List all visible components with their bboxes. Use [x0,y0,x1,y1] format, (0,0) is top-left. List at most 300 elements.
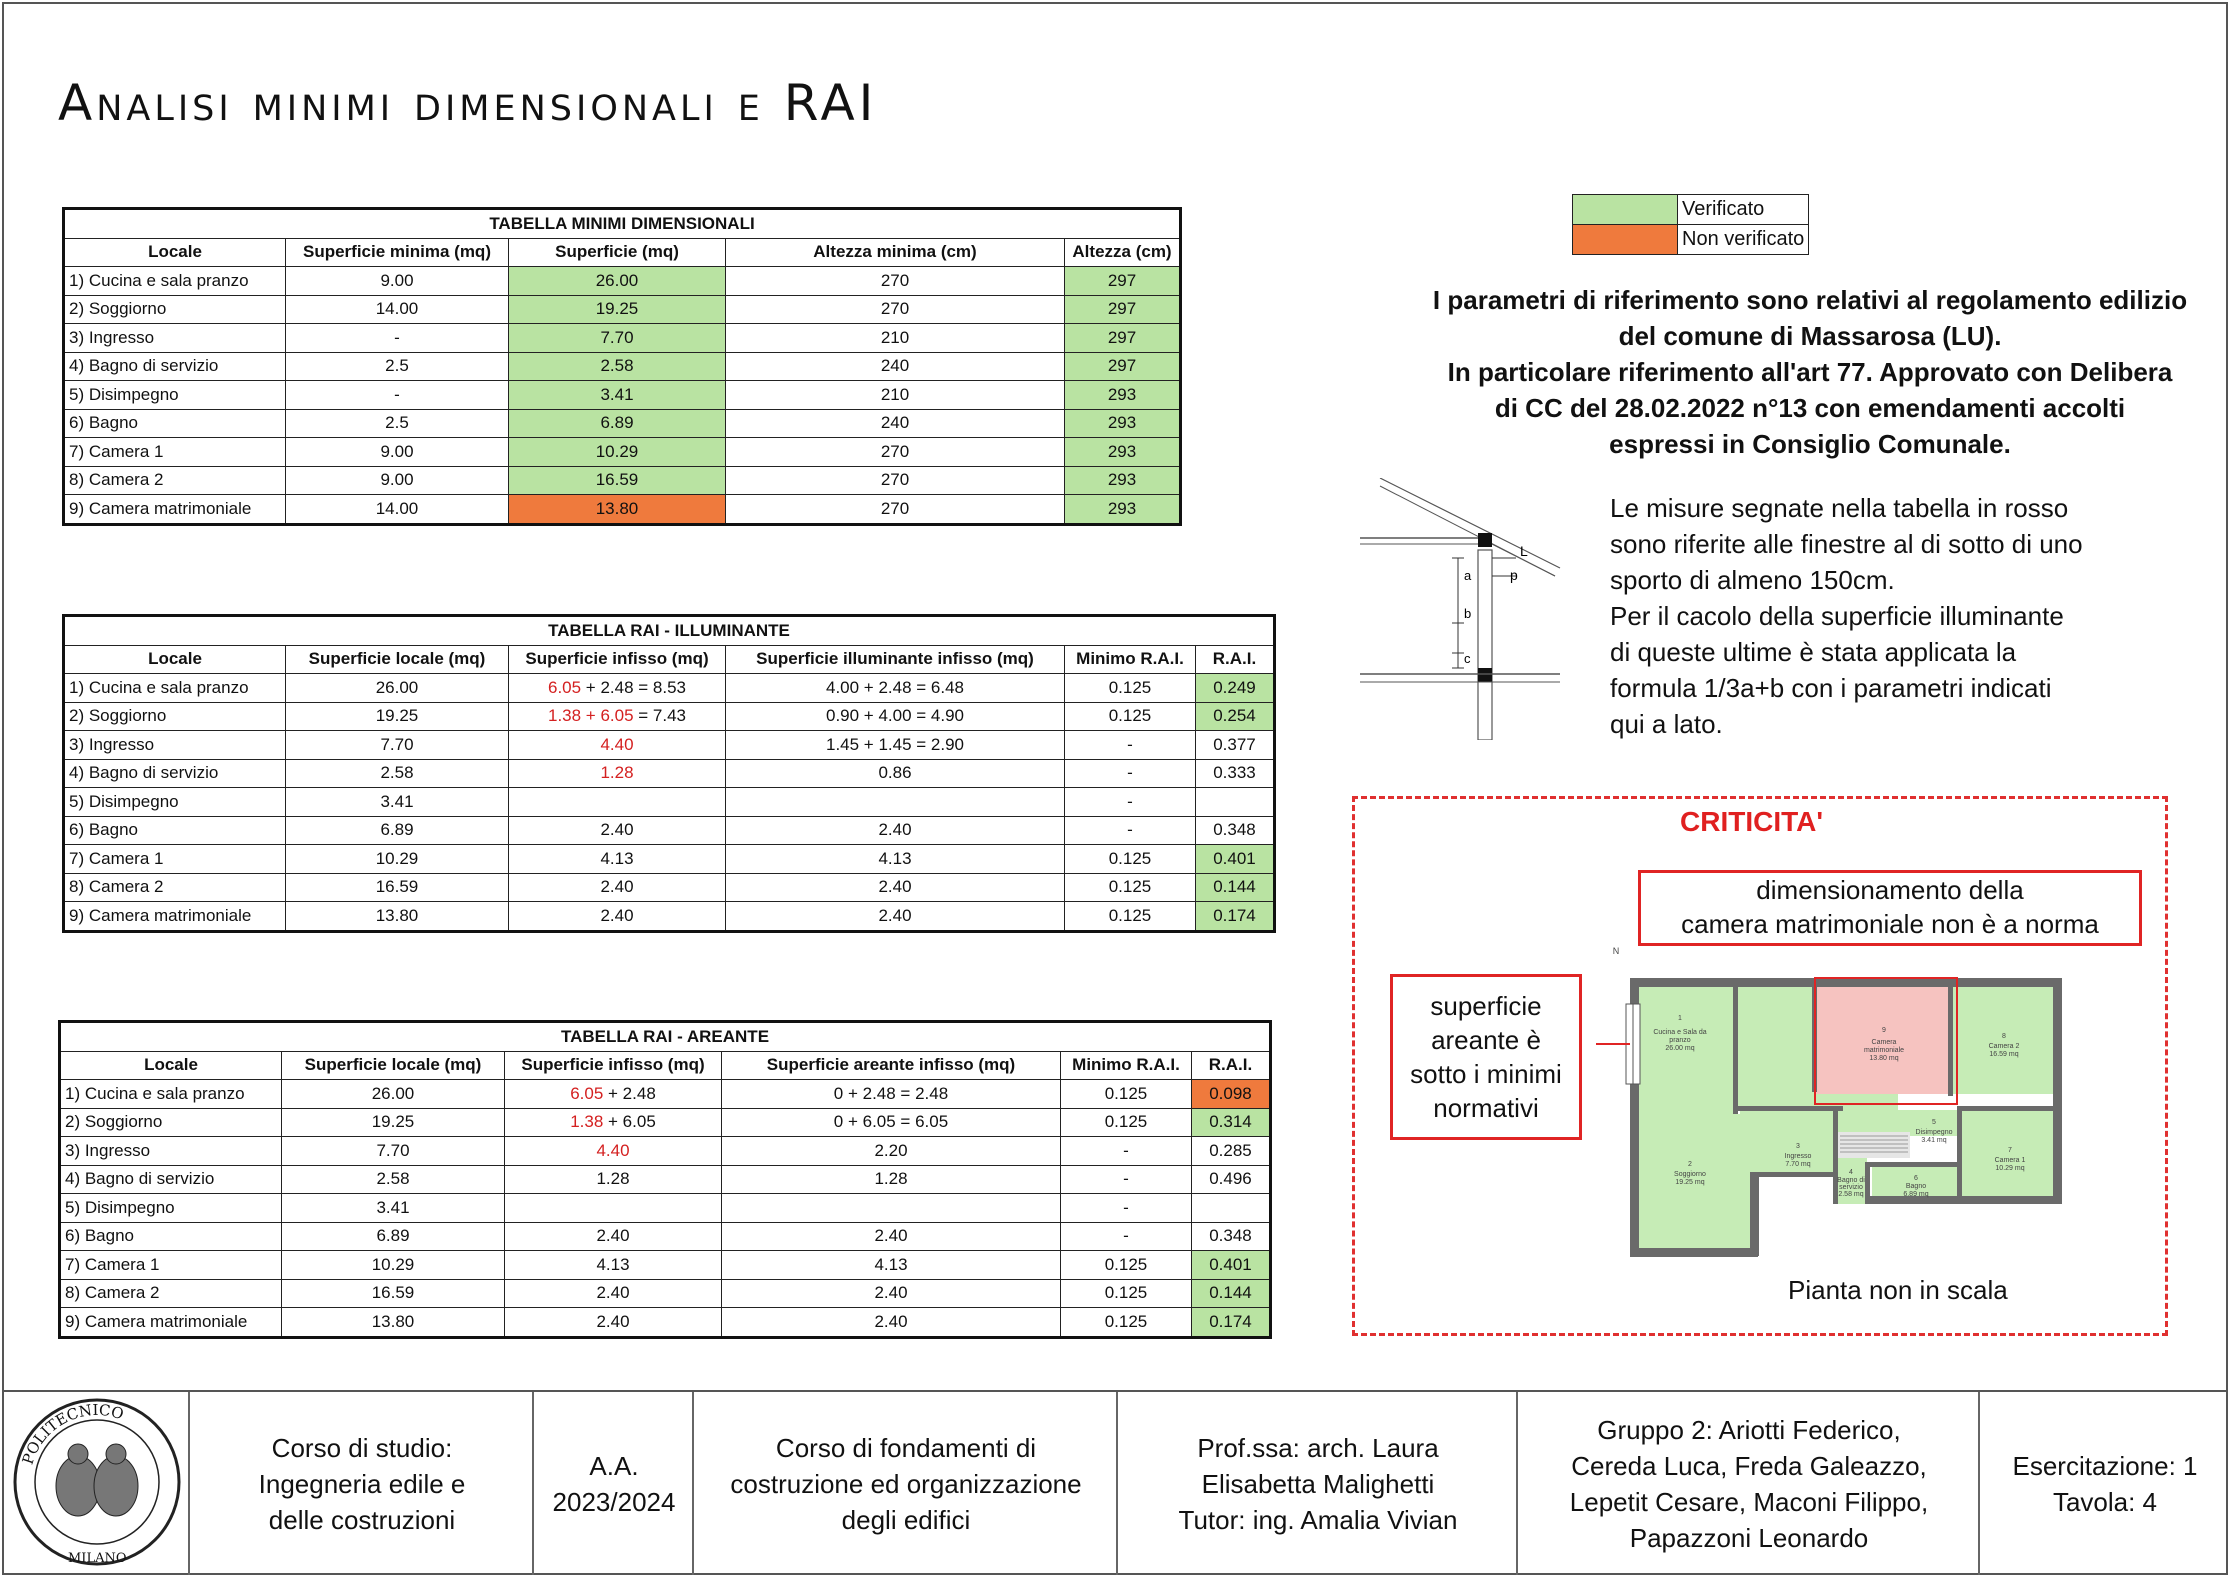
cell-locale: 5) Disimpegno [64,381,286,410]
cell-value: - [286,381,509,410]
cell-part: 1.38 + 6.05 [547,706,634,726]
cell-infisso [505,1080,722,1109]
cell-rai: 0.144 [1192,1279,1271,1308]
cell-rai: 0.496 [1192,1165,1271,1194]
cell-value: 13.80 [286,902,509,932]
cell-value: 7.70 [282,1137,505,1166]
cell-infisso [509,788,726,817]
cell-part: 1.38 [570,1112,604,1132]
col-header: Locale [60,1051,282,1080]
footer-line: delle costruzioni [268,1504,456,1535]
cell-value: 6.89 [282,1222,505,1251]
table-row [64,674,1275,703]
cell-value: 2.40 [722,1308,1061,1338]
footer-line: Tutor: ing. Amalia Vivian [1178,1504,1458,1535]
cell-value: 16.59 [286,873,509,902]
room-num: 5 [1932,1119,1936,1126]
table-row [64,324,1181,353]
legend-swatch-ko [1573,225,1678,255]
cell-value: 210 [726,324,1065,353]
cell-value: 19.25 [286,702,509,731]
table-row [64,845,1275,874]
cell-value: 0.125 [1065,902,1196,932]
cell-rai [1192,1194,1271,1223]
footer-docenti [1116,1392,1518,1575]
room-num: 9 [1882,1027,1886,1034]
cell-superficie: 19.25 [509,295,726,324]
table-row [64,873,1275,902]
table-row [60,1165,1271,1194]
cell-locale: 6) Bagno [64,409,286,438]
seal-text-bottom: MILANO [68,1551,127,1566]
cell-altezza: 293 [1065,438,1181,467]
room-num: 7 [2008,1147,2012,1154]
cell-value: 9.00 [286,466,509,495]
room-label: 16.59 mq [1989,1051,2019,1058]
cell-part: 1.28 [596,1169,630,1189]
cell-part: 1.28 [600,763,634,783]
table-row [60,1137,1271,1166]
cell-value: - [1065,731,1196,760]
cell-infisso [505,1279,722,1308]
footer-anno-accademico [532,1392,694,1575]
cell-superficie: 26.00 [509,267,726,296]
room-num: 4 [1849,1169,1853,1176]
cell-value: 0.125 [1065,873,1196,902]
legend-label-ko: Non verificato [1678,225,1809,255]
label-a: a [1464,568,1472,583]
cell-value: 2.58 [286,759,509,788]
room-label: 26.00 mq [1665,1045,1695,1052]
cell-part: 6.05 [547,677,582,697]
cell-rai: 0.314 [1192,1108,1271,1137]
cell-altezza: 297 [1065,295,1181,324]
cell-rai: 0.401 [1192,1251,1271,1280]
cell-rai: 0.174 [1196,902,1275,932]
cell-locale: 2) Soggiorno [60,1108,282,1137]
cell-locale: 5) Disimpegno [60,1194,282,1223]
table-row [64,381,1181,410]
table-row [60,1080,1271,1109]
cell-value: 210 [726,381,1065,410]
note-line: formula 1/3a+b con i parametri indicati [1610,673,2052,703]
cell-value [722,1194,1061,1223]
cell-value: 14.00 [286,495,509,525]
cell-infisso [505,1251,722,1280]
cell-part: + 2.48 [603,1083,656,1103]
cell-value: 6.89 [286,816,509,845]
room-num: 6 [1914,1175,1918,1182]
cell-part: 4.40 [600,734,634,754]
cell-locale: 8) Camera 2 [60,1279,282,1308]
footer-line: Corso di fondamenti di [775,1432,1037,1463]
room-label: servizio [1839,1184,1863,1191]
room-label: matrimoniale [1863,1047,1905,1054]
footer-line: Ingegneria edile e [258,1468,466,1499]
cell-infisso [509,731,726,760]
callout-line: areante è [1431,1025,1541,1055]
cell-value: 0 + 6.05 = 6.05 [722,1108,1061,1137]
col-header: Superficie (mq) [509,238,726,267]
cell-value: 2.58 [282,1165,505,1194]
table-row [64,495,1181,525]
col-header: R.A.I. [1192,1051,1271,1080]
cell-value: - [1061,1165,1192,1194]
table-row [60,1222,1271,1251]
col-header: R.A.I. [1196,645,1275,674]
cell-altezza: 293 [1065,495,1181,525]
cell-rai: 0.377 [1196,731,1275,760]
footer-line: Elisabetta Malighetti [1201,1468,1435,1499]
cell-value: 0.125 [1061,1251,1192,1280]
section-drawing [1360,478,1570,740]
footer-line: A.A. [589,1450,639,1481]
cell-value: 0.125 [1065,674,1196,703]
cell-locale: 4) Bagno di servizio [64,352,286,381]
cell-locale: 4) Bagno di servizio [60,1165,282,1194]
table-row [64,731,1275,760]
cell-infisso [509,845,726,874]
footer-line: 2023/2024 [552,1486,676,1517]
cell-altezza: 297 [1065,267,1181,296]
cell-locale: 9) Camera matrimoniale [64,902,286,932]
cell-value: 10.29 [282,1251,505,1280]
cell-infisso [505,1194,722,1223]
footer-line: costruzione ed organizzazione [730,1468,1082,1499]
callout-camera-matrimoniale [1638,870,2142,946]
cell-locale: 3) Ingresso [60,1137,282,1166]
legend-label-ok: Verificato [1678,195,1809,225]
cell-rai: 0.333 [1196,759,1275,788]
cell-superficie: 3.41 [509,381,726,410]
callout-line: dimensionamento della [1756,875,2024,905]
table-row [64,902,1275,932]
footer-line: Papazzoni Leonardo [1629,1522,1869,1553]
cell-value: 0.90 + 4.00 = 4.90 [726,702,1065,731]
label-L: L [1520,543,1528,559]
cell-part: 2.40 [600,905,634,925]
cell-part: + 6.05 [603,1112,656,1132]
table-minimi [62,207,1182,526]
room-label: 7.70 mq [1785,1161,1811,1168]
label-b: b [1464,606,1472,621]
table-row [64,816,1275,845]
footer-esercitazione [1978,1392,2230,1575]
cell-value: 14.00 [286,295,509,324]
room-label: Camera 2 [1988,1043,2020,1050]
cell-rai: 0.348 [1196,816,1275,845]
cell-locale: 1) Cucina e sala pranzo [64,674,286,703]
cell-value: 0.125 [1061,1080,1192,1109]
room-label: pranzo [1669,1037,1691,1044]
cell-value: 2.20 [722,1137,1061,1166]
label-c: c [1464,651,1471,666]
callout-line: camera matrimoniale non è a norma [1681,909,2099,939]
cell-value: 7.70 [286,731,509,760]
cell-value: 4.13 [726,845,1065,874]
cell-locale: 1) Cucina e sala pranzo [64,267,286,296]
cell-rai: 0.254 [1196,702,1275,731]
cell-superficie: 10.29 [509,438,726,467]
cell-locale: 6) Bagno [60,1222,282,1251]
room-num: 1 [1678,1015,1682,1022]
footer-line: Gruppo 2: Ariotti Federico, [1597,1414,1901,1445]
cell-value: 13.80 [282,1308,505,1338]
cell-locale: 1) Cucina e sala pranzo [60,1080,282,1109]
footer-corso [692,1392,1118,1575]
room-label: 2.58 mq [1838,1191,1864,1198]
reference-line: di CC del 28.02.2022 n°13 con emendamenti accolti [1494,393,2126,423]
legend-swatch-ok [1573,195,1678,225]
cell-rai: 0.285 [1192,1137,1271,1166]
callout-line: sotto i minimi [1410,1059,1562,1089]
col-header: Superficie locale (mq) [282,1051,505,1080]
room-num: 3 [1796,1143,1800,1150]
room-label: Ingresso [1784,1153,1812,1160]
cell-superficie: 13.80 [509,495,726,525]
politecnico-seal-logo [8,1396,186,1568]
cell-superficie: 2.58 [509,352,726,381]
cell-value: 2.40 [722,1279,1061,1308]
cell-value: 0.125 [1061,1108,1192,1137]
cell-part: 2.40 [600,877,634,897]
col-header: Minimo R.A.I. [1065,645,1196,674]
cell-value: 26.00 [282,1080,505,1109]
cell-part: 4.13 [600,848,634,868]
cell-part: 2.40 [596,1283,630,1303]
table-row [64,438,1181,467]
cell-value: 0 + 2.48 = 2.48 [722,1080,1061,1109]
table-row [64,409,1181,438]
cell-infisso [505,1308,722,1338]
table-row [64,267,1181,296]
reference-text [1230,282,2232,462]
table-caption: TABELLA RAI - ILLUMINANTE [64,616,1275,646]
note-line: sporto di almeno 150cm. [1610,565,1895,595]
cell-value: 3.41 [282,1194,505,1223]
cell-rai: 0.249 [1196,674,1275,703]
cell-value: 2.40 [726,873,1065,902]
cell-infisso [509,674,726,703]
col-header: Superficie infisso (mq) [505,1051,722,1080]
cell-value: 270 [726,466,1065,495]
table-row [60,1108,1271,1137]
cell-value: 2.40 [722,1222,1061,1251]
cell-infisso [505,1108,722,1137]
footer-line: Tavola: 4 [2052,1486,2158,1517]
cell-value: 16.59 [282,1279,505,1308]
cell-locale: 4) Bagno di servizio [64,759,286,788]
cell-locale: 5) Disimpegno [64,788,286,817]
cell-value: 270 [726,267,1065,296]
cell-part: = 7.43 [633,706,687,726]
cell-locale: 7) Camera 1 [64,845,286,874]
table-row [60,1279,1271,1308]
table-row [64,295,1181,324]
cell-rai: 0.144 [1196,873,1275,902]
cell-value: 2.5 [286,409,509,438]
cell-part: 2.40 [596,1226,630,1246]
table-row [64,788,1275,817]
table-caption: TABELLA MINIMI DIMENSIONALI [64,209,1181,239]
cell-infisso [505,1137,722,1166]
cell-part: 2.40 [600,820,634,840]
col-header: Locale [64,238,286,267]
cell-locale: 7) Camera 1 [60,1251,282,1280]
reference-line: del comune di Massarosa (LU). [1618,321,2002,351]
table-row [64,352,1181,381]
cell-value: 9.00 [286,267,509,296]
cell-value: - [1065,759,1196,788]
room-label: Cucina e Sala da [1653,1029,1707,1036]
seal-text-top: POLITECNICO [18,1400,126,1467]
table-rai-areante [58,1020,1272,1339]
room-label: Camera [1871,1039,1897,1046]
cell-locale: 3) Ingresso [64,324,286,353]
col-header: Superficie illuminante infisso (mq) [726,645,1065,674]
cell-infisso [505,1165,722,1194]
room-num: 2 [1688,1161,1692,1168]
room-label: 19.25 mq [1675,1179,1705,1186]
cell-superficie: 16.59 [509,466,726,495]
table-row [60,1251,1271,1280]
col-header: Superficie areante infisso (mq) [722,1051,1061,1080]
col-header: Superficie infisso (mq) [509,645,726,674]
cell-value: - [1061,1137,1192,1166]
room-label: Camera 1 [1994,1157,2026,1164]
col-header: Superficie minima (mq) [286,238,509,267]
floor-plan [1590,944,2120,1274]
table-row [60,1308,1271,1338]
cell-value: 240 [726,352,1065,381]
cell-value: 1.28 [722,1165,1061,1194]
cell-altezza: 293 [1065,409,1181,438]
cell-value: 240 [726,409,1065,438]
col-header: Locale [64,645,286,674]
cell-value: - [1061,1222,1192,1251]
room-label: 13.80 mq [1869,1055,1899,1062]
cell-infisso [505,1222,722,1251]
legend [1572,194,1809,255]
room-label: 3.41 mq [1921,1137,1947,1144]
cell-locale: 6) Bagno [64,816,286,845]
cell-value: 9.00 [286,438,509,467]
cell-superficie: 6.89 [509,409,726,438]
table-row [64,702,1275,731]
cell-locale: 9) Camera matrimoniale [64,495,286,525]
footer-line: Esercitazione: 1 [2012,1450,2198,1481]
room-label: Bagno di [1837,1177,1865,1184]
cell-value: 1.45 + 1.45 = 2.90 [726,731,1065,760]
cell-altezza: 297 [1065,352,1181,381]
cell-locale: 8) Camera 2 [64,466,286,495]
cell-value: 2.5 [286,352,509,381]
criticita-title: CRITICITA' [1680,806,1824,837]
cell-altezza: 297 [1065,324,1181,353]
table-caption: TABELLA RAI - AREANTE [60,1022,1271,1052]
cell-infisso [509,902,726,932]
footer-line: Lepetit Cesare, Maconi Filippo, [1569,1486,1929,1517]
room-label: Soggiorno [1674,1171,1706,1178]
plan-caption: Pianta non in scala [1788,1275,2008,1305]
room-num: 8 [2002,1033,2006,1040]
cell-value: 0.125 [1065,845,1196,874]
reference-line: In particolare riferimento all'art 77. Approvato con Delibera [1447,357,2173,387]
col-header: Altezza minima (cm) [726,238,1065,267]
col-header: Superficie locale (mq) [286,645,509,674]
cell-value: 26.00 [286,674,509,703]
cell-part: + 2.48 = 8.53 [581,677,686,697]
note-line: di queste ultime è stata applicata la [1610,637,2017,667]
table-row [60,1194,1271,1223]
cell-locale: 3) Ingresso [64,731,286,760]
room-label: Bagno [1905,1183,1927,1190]
cell-value: 4.00 + 2.48 = 6.48 [726,674,1065,703]
cell-superficie: 7.70 [509,324,726,353]
cell-value: - [1065,788,1196,817]
note-line: Le misure segnate nella tabella in rosso [1610,493,2069,523]
cell-infisso [509,816,726,845]
cell-value: 0.125 [1065,702,1196,731]
note-line: qui a lato. [1610,709,1723,739]
cell-part: 4.13 [596,1254,630,1274]
cell-value: - [286,324,509,353]
cell-rai: 0.348 [1192,1222,1271,1251]
note-line: sono riferite alle finestre al di sotto di uno [1610,529,2083,559]
room-label: 6.89 mq [1903,1191,1929,1198]
table-row [64,759,1275,788]
table-rai-illuminante [62,614,1276,933]
cell-value: 3.41 [286,788,509,817]
callout-superficie-areante [1390,974,1582,1140]
col-header: Altezza (cm) [1065,238,1181,267]
footer-line: Corso di studio: [271,1432,453,1463]
cell-infisso [509,759,726,788]
room-label: Disimpegno [1915,1129,1953,1136]
cell-value: - [1061,1194,1192,1223]
cell-locale: 2) Soggiorno [64,295,286,324]
cell-rai: 0.098 [1192,1080,1271,1109]
cell-value: 2.40 [726,816,1065,845]
cell-value: 0.125 [1061,1308,1192,1338]
callout-line: normativi [1433,1093,1539,1123]
reference-line: I parametri di riferimento sono relativi al regolamento edilizio [1432,285,2188,315]
north-label: N [1612,946,1620,956]
cell-locale: 9) Camera matrimoniale [60,1308,282,1338]
cell-value: 4.13 [722,1251,1061,1280]
footer-line: Prof.ssa: arch. Laura [1197,1432,1439,1463]
cell-value: 270 [726,295,1065,324]
cell-value: 19.25 [282,1108,505,1137]
cell-locale: 2) Soggiorno [64,702,286,731]
cell-infisso [509,702,726,731]
cell-altezza: 293 [1065,466,1181,495]
cell-part: 6.05 [570,1083,604,1103]
cell-rai [1196,788,1275,817]
cell-part: 4.40 [596,1140,630,1160]
cell-locale: 8) Camera 2 [64,873,286,902]
cell-altezza: 293 [1065,381,1181,410]
room-label: 10.29 mq [1995,1165,2025,1172]
cell-rai: 0.174 [1192,1308,1271,1338]
callout-line: superficie [1430,991,1542,1021]
table-row [64,466,1181,495]
cell-value: - [1065,816,1196,845]
cell-locale: 7) Camera 1 [64,438,286,467]
cell-value [726,788,1065,817]
label-p: p [1510,567,1518,583]
cell-infisso [509,873,726,902]
